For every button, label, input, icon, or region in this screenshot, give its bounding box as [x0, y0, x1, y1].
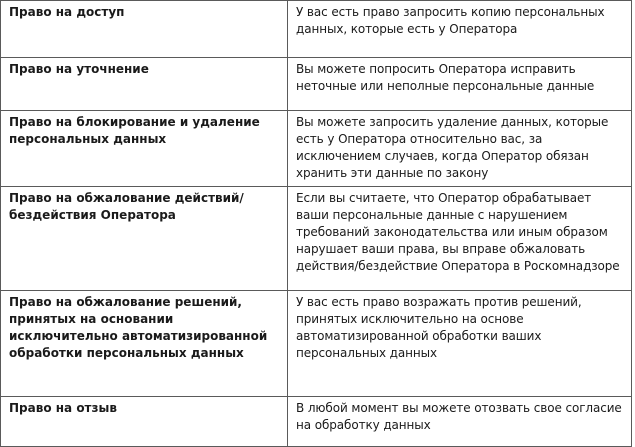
right-description-cell: В любой момент вы можете отозвать свое согласие на обработку данных	[288, 397, 632, 447]
right-name-cell: Право на обжалование действий/бездействия Оператора	[1, 187, 288, 291]
right-name-cell: Право на блокирование и удаление персональных данных	[1, 111, 288, 187]
right-name-cell: Право на уточнение	[1, 58, 288, 111]
table-row	[1, 111, 632, 187]
right-description-cell: У вас есть право запросить копию персональных данных, которые есть у Оператора	[288, 1, 632, 58]
right-name-cell: Право на отзыв	[1, 397, 288, 447]
table-row	[1, 1, 632, 58]
right-name-cell: Право на обжалование решений, принятых на основании исключительно автоматизированной обработки персональных данных	[1, 291, 288, 397]
right-description-cell: Вы можете попросить Оператора исправить неточные или неполные персональные данные	[288, 58, 632, 111]
table-row	[1, 58, 632, 111]
right-description-cell: Вы можете запросить удаление данных, которые есть у Оператора относительно вас, за исключением случаев, когда Оператор обязан хранить эти данные по закону	[288, 111, 632, 187]
table-row	[1, 291, 632, 397]
right-description-cell: Если вы считаете, что Оператор обрабатывает ваши персональные данные с нарушением требований законодательства или иным образом нарушает ваши права, вы вправе обжаловать действия/бездействие Оператора в Роскомнадзоре	[288, 187, 632, 291]
right-description-cell: У вас есть право возражать против решений, принятых исключительно на основе автоматизированной обработки ваших персональных данных	[288, 291, 632, 397]
table-row	[1, 187, 632, 291]
right-name-cell: Право на доступ	[1, 1, 288, 58]
table-row	[1, 397, 632, 447]
